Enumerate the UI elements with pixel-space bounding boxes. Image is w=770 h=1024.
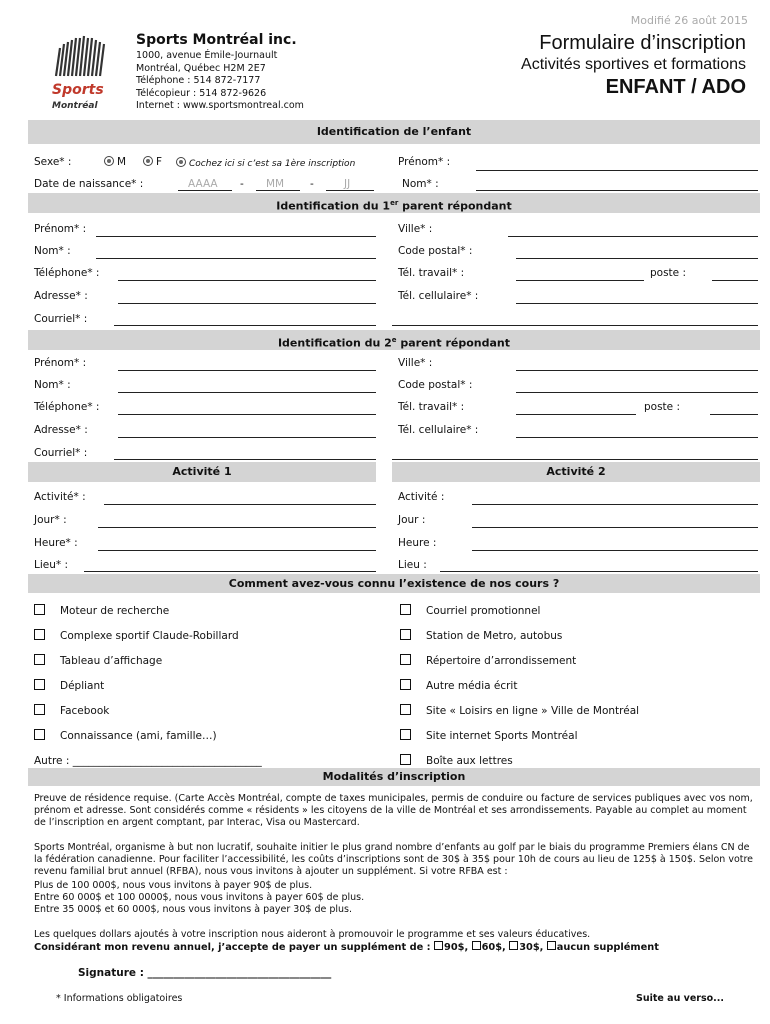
checkbox-icon [434,941,443,950]
modalites-paragraph-2: Sports Montréal, organisme à but non lucratif, souhaite initier le plus grand nombre d’enfants au golf par le biais du programme Premiers élans CN de la fédération canadienne. Pour faciliter l’accessibilité, les coûts d’inscriptions sont de 30$ à 35$ pour 10h de cours au lieu de 125$ à 150$. Selon votre revenu familial brut annuel (RFBA), nous vous invitons à ajouter un supplément. Si votre RFBA est : [34,842,754,878]
a1-lieu-label: Lieu* : [34,559,69,571]
child-prenom-label: Prénom* : [398,156,451,168]
source-option[interactable]: Facebook [34,704,109,717]
source-autre-field[interactable]: Autre : ____________________________________ [34,755,262,767]
source-option[interactable]: Moteur de recherche [34,604,169,617]
source-option[interactable]: Site internet Sports Montréal [400,729,578,742]
first-registration-option[interactable]: Cochez ici si c’est sa 1ère inscription [176,157,355,169]
supplement-none-option[interactable]: aucun supplément [547,942,659,953]
p2-teltravail-field[interactable] [516,414,636,415]
checkbox-icon [400,729,411,740]
p2-adresse-field[interactable] [118,437,376,438]
checkbox-icon [34,654,45,665]
p2-prenom-field[interactable] [118,370,376,371]
source-option[interactable]: Site « Loisirs en ligne » Ville de Montréal [400,704,639,717]
website: Internet : www.sportsmontreal.com [136,100,304,111]
section-activity2-title: Activité 2 [392,462,760,482]
continue-note: Suite au verso... [636,993,724,1004]
p1-tel-field[interactable] [118,280,376,281]
p1-courriel-field-2[interactable] [392,325,758,326]
checkbox-icon [509,941,518,950]
section-parent2-title: Identification du 2e parent répondant [28,330,760,350]
p2-poste-field[interactable] [710,414,758,415]
radio-icon [176,157,186,167]
sexe-label: Sexe* : [34,156,72,168]
checkbox-icon [472,941,481,950]
phone: Téléphone : 514 872-7177 [136,75,261,86]
p2-ville-label: Ville* : [398,357,433,369]
p1-tel-label: Téléphone* : [34,267,100,279]
a2-jour-label: Jour : [398,514,426,526]
source-option[interactable]: Courriel promotionnel [400,604,540,617]
checkbox-icon [400,704,411,715]
p1-teltravail-label: Tél. travail* : [398,267,465,279]
p2-cp-label: Code postal* : [398,379,473,391]
p2-prenom-label: Prénom* : [34,357,87,369]
checkbox-icon [34,704,45,715]
checkbox-icon [400,754,411,765]
signature-field[interactable]: Signature : ___________________________________ [78,967,332,979]
section-source-title: Comment avez-vous connu l’existence de nos cours ? [28,574,760,593]
checkbox-icon [34,679,45,690]
p1-ville-field[interactable] [508,236,758,237]
p2-cp-field[interactable] [516,392,758,393]
p1-prenom-field[interactable] [96,236,376,237]
source-option[interactable]: Complexe sportif Claude-Robillard [34,629,239,642]
p1-nom-field[interactable] [96,258,376,259]
a2-heure-field[interactable] [472,550,758,551]
radio-icon [143,156,153,166]
checkbox-icon [34,604,45,615]
p1-teltravail-field[interactable] [516,280,644,281]
p1-ville-label: Ville* : [398,223,433,235]
section-parent1-title: Identification du 1er parent répondant [28,193,760,213]
dob-month-line [256,190,300,191]
a2-lieu-label: Lieu : [398,559,427,571]
p1-prenom-label: Prénom* : [34,223,87,235]
p1-adresse-field[interactable] [118,303,376,304]
source-option[interactable]: Connaissance (ami, famille…) [34,729,217,742]
supplement-30-option[interactable]: 30$, [509,942,543,953]
p2-courriel-field[interactable] [114,459,376,460]
source-option[interactable]: Station de Metro, autobus [400,629,562,642]
income-tier-3: Entre 35 000$ et 60 000$, nous vous invitons à payer 30$ de plus. [34,904,353,915]
a2-jour-field[interactable] [472,527,758,528]
p1-poste-field[interactable] [712,280,758,281]
modalites-paragraph-3: Les quelques dollars ajoutés à votre inscription nous aideront à promouvoir le programme et ses valeurs éducatives. [34,929,591,940]
form-title: Formulaire d’inscription [539,32,746,54]
checkbox-icon [34,729,45,740]
fax: Télécopieur : 514 872-9626 [136,87,267,99]
p2-tel-field[interactable] [118,414,376,415]
radio-icon [104,156,114,166]
a1-heure-label: Heure* : [34,537,78,549]
p2-adresse-label: Adresse* : [34,424,88,436]
org-address [136,50,304,113]
child-nom-field[interactable] [476,190,758,191]
dob-sep-1: - [240,178,244,190]
checkbox-icon [34,629,45,640]
p2-teltravail-label: Tél. travail* : [398,401,465,413]
a1-activite-field[interactable] [104,504,376,505]
dob-month-field[interactable]: MM [266,178,285,190]
checkbox-icon [400,629,411,640]
sexe-f-option[interactable]: F [143,156,162,168]
modified-date: Modifié 26 août 2015 [630,14,748,27]
dob-sep-2: - [310,178,314,190]
required-note: * Informations obligatoires [56,993,183,1004]
child-nom-label: Nom* : [402,178,439,190]
income-tier-1: Plus de 100 000$, nous vous invitons à payer 90$ de plus. [34,880,313,891]
p1-nom-label: Nom* : [34,245,71,257]
p1-cp-label: Code postal* : [398,245,473,257]
a2-activite-label: Activité : [398,491,445,503]
org-name: Sports Montréal inc. [136,32,297,48]
checkbox-icon [400,654,411,665]
address-line-1: 1000, avenue Émile-Journault [136,50,278,61]
checkbox-icon [547,941,556,950]
supplement-60-option[interactable]: 60$, [472,942,506,953]
p1-cell-field[interactable] [516,303,758,304]
p2-nom-field[interactable] [118,392,376,393]
dob-day-line [326,190,374,191]
source-option[interactable]: Boîte aux lettres [400,754,513,767]
svg-text:Montréal: Montréal [52,101,98,111]
section-activity1-title: Activité 1 [28,462,376,482]
dob-year-field[interactable]: AAAA [188,178,218,190]
a1-jour-label: Jour* : [34,514,67,526]
address-line-2: Montréal, Québec H2M 2E7 [136,62,266,74]
supplement-prefix: Considérant mon revenu annuel, j’accepte de payer un supplément de : [34,942,431,953]
svg-text:Sports: Sports [52,82,104,98]
a1-jour-field[interactable] [98,527,376,528]
p2-cell-label: Tél. cellulaire* : [398,424,479,436]
form-category: ENFANT / ADO [605,76,746,98]
p1-cell-label: Tél. cellulaire* : [398,290,479,302]
p2-ville-field[interactable] [516,370,758,371]
p2-poste-label: poste : [644,401,681,413]
source-option[interactable]: Répertoire d’arrondissement [400,654,576,667]
a2-activite-field[interactable] [472,504,758,505]
p1-poste-label: poste : [650,267,687,279]
p2-nom-label: Nom* : [34,379,71,391]
a1-lieu-field[interactable] [84,571,376,572]
source-option[interactable]: Dépliant [34,679,104,692]
p1-courriel-field[interactable] [114,325,376,326]
p1-courriel-label: Courriel* : [34,313,88,325]
dob-day-field[interactable]: JJ [344,178,351,190]
checkbox-icon [400,604,411,615]
p2-tel-label: Téléphone* : [34,401,100,413]
p1-cp-field[interactable] [516,258,758,259]
modalites-paragraph-1: Preuve de résidence requise. (Carte Accès Montréal, compte de taxes municipales, permis de conduire ou facture de services publiques avec vos nom, prénom et adresse. Sont considérés comme « résidents » les citoyens de la ville de Montréal et ses arrondissements. Payable au complet au moment de l’inscription en argent comptant, par Interac, Visa ou Mastercard. [34,793,753,829]
sports-montreal-logo [48,32,114,112]
form-subtitle: Activités sportives et formations [521,56,746,73]
sexe-m-option[interactable]: M [104,156,126,168]
source-option[interactable]: Autre média écrit [400,679,517,692]
p1-adresse-label: Adresse* : [34,290,88,302]
section-child-title: Identification de l’enfant [28,120,760,144]
checkbox-icon [400,679,411,690]
a1-activite-label: Activité* : [34,491,86,503]
source-option[interactable]: Tableau d’affichage [34,654,162,667]
supplement-90-option[interactable]: 90$, [434,942,468,953]
p2-cell-field[interactable] [516,437,758,438]
supplement-choice [34,941,659,953]
dob-label: Date de naissance* : [34,178,144,190]
p2-courriel-label: Courriel* : [34,447,88,459]
income-tier-2: Entre 60 000$ et 100 0000$, nous vous invitons à payer 60$ de plus. [34,892,365,903]
a1-heure-field[interactable] [98,550,376,551]
child-prenom-field[interactable] [476,170,758,171]
a2-heure-label: Heure : [398,537,437,549]
p2-courriel-field-2[interactable] [392,459,758,460]
section-modalites-title: Modalités d’inscription [28,768,760,786]
a2-lieu-field[interactable] [440,571,758,572]
dob-year-line [178,190,232,191]
